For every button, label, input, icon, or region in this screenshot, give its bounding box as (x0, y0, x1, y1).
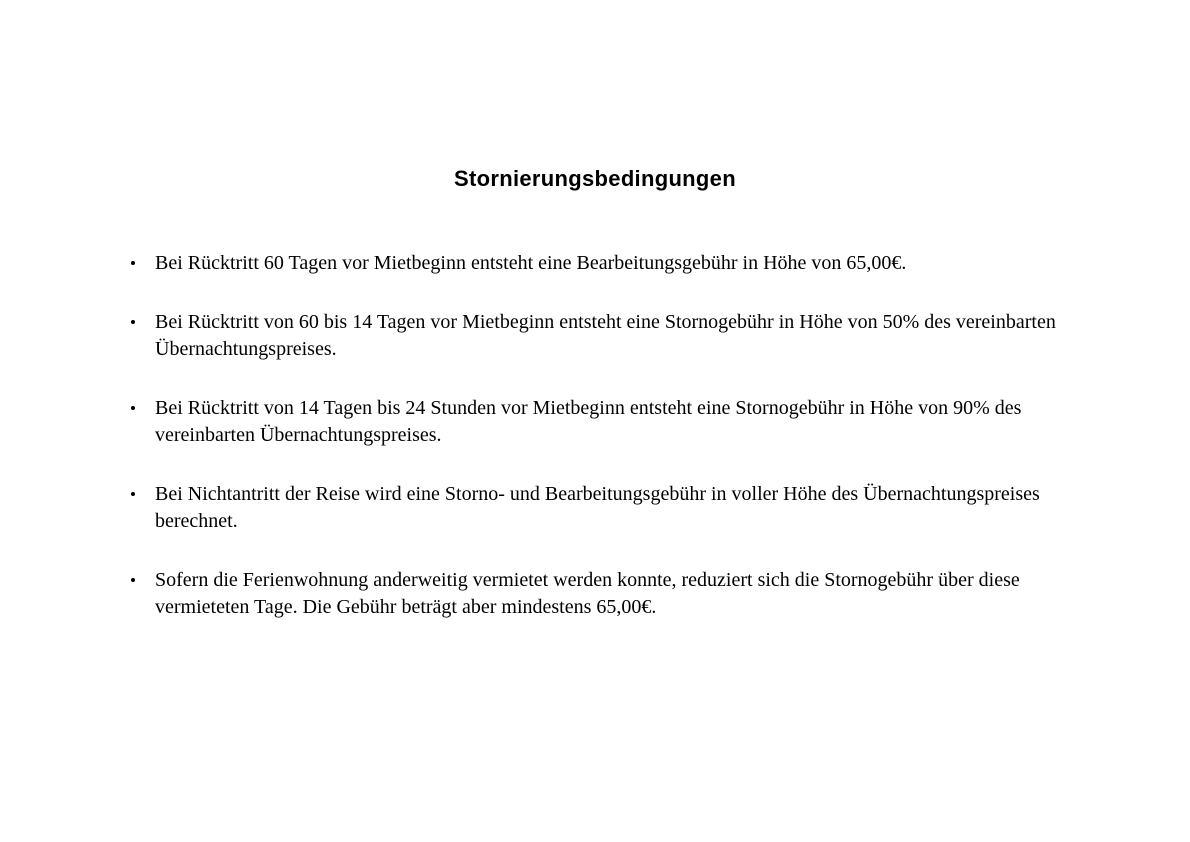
bullet-list (0, 250, 1190, 621)
bullet-item: Bei Rücktritt von 60 bis 14 Tagen vor Mietbeginn entsteht eine Stornogebühr in Höhe von 50% des vereinbarten Übernachtungspreises. (155, 309, 1085, 363)
page-title: Stornierungsbedingungen (454, 166, 736, 191)
bullet-item: Bei Nichtantritt der Reise wird eine Storno- und Bearbeitungsgebühr in voller Höhe des Übernachtungspreises berechnet. (155, 481, 1085, 535)
bullet-item: Bei Rücktritt von 14 Tagen bis 24 Stunden vor Mietbeginn entsteht eine Stornogebühr in Höhe von 90% des vereinbarten Übernachtungspreises. (155, 395, 1085, 449)
bullet-item: Sofern die Ferienwohnung anderweitig vermietet werden konnte, reduziert sich die Stornogebühr über diese vermieteten Tage. Die Gebühr beträgt aber mindestens 65,00€. (155, 567, 1085, 621)
bullet-item: Bei Rücktritt 60 Tagen vor Mietbeginn entsteht eine Bearbeitungsgebühr in Höhe von 65,00€. (155, 250, 1085, 277)
